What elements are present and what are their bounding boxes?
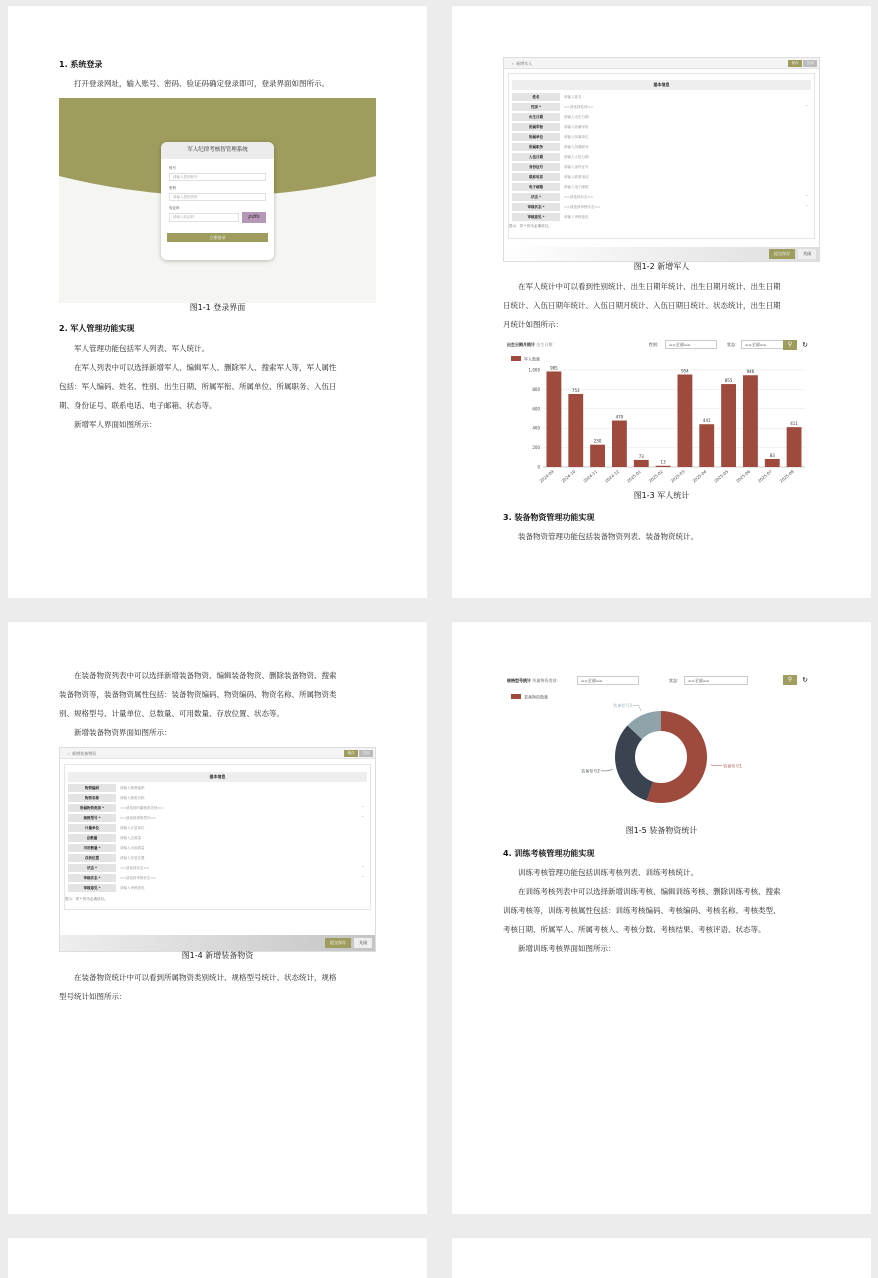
paragraph-line: 型号统计如图所示： xyxy=(59,992,127,1001)
paragraph-line: 期、身份证号、联系电话、电子邮箱、状态等。 xyxy=(59,401,217,410)
form-field-label: 所属物资类别 * xyxy=(68,804,116,812)
login-title: 军人纪律考核智管理系统 xyxy=(161,142,274,159)
legend-swatch xyxy=(511,356,521,361)
paragraph: 军人管理功能包括军人列表、军人统计。 xyxy=(74,344,209,353)
form-field-label: 计量单位 xyxy=(68,824,116,832)
data-label: 441 xyxy=(702,418,711,424)
y-tick-label: 200 xyxy=(532,445,540,451)
form-field-label: 姓名 xyxy=(512,93,560,101)
paragraph-line: 训练考核等，训练考核属性包括：训练考核编码、考核编码、考核名称、考核类型、 xyxy=(503,906,781,915)
paragraph-line: 别、规格型号、计量单位、总数量、可用数量、存放位置、状态等。 xyxy=(59,709,284,718)
form-field-label: 入伍日期 xyxy=(512,153,560,161)
form-input[interactable]: 请输入审核意见 xyxy=(120,886,145,890)
form-field-label: 物资编码 xyxy=(68,784,116,792)
category-filter-label: 所属物资类别： xyxy=(532,678,561,683)
x-tick-label: 2024-11 xyxy=(582,468,599,484)
form-input[interactable]: 请输入电子邮箱 xyxy=(564,185,589,189)
paragraph: 训练考核管理功能包括训练考核列表、训练考核统计。 xyxy=(518,868,698,877)
soldier-stat-screenshot xyxy=(503,339,820,489)
form-select[interactable]: ==请选择性别== ⌄ xyxy=(564,103,812,111)
y-tick-label: 600 xyxy=(532,406,540,412)
form-row xyxy=(68,863,368,873)
section-title-soldier: 2. 军人管理功能实现 xyxy=(59,324,135,333)
form-select[interactable]: ==请选择状态== ⌄ xyxy=(564,193,812,201)
y-tick-label: 400 xyxy=(532,425,540,431)
y-tick-label: 0 xyxy=(537,464,540,470)
account-input[interactable]: 请输入您的账号 xyxy=(169,173,266,181)
back-icon[interactable]: ‹ xyxy=(68,751,70,756)
form-row xyxy=(512,162,812,172)
form-row xyxy=(68,853,368,863)
y-tick-label: 1,000 xyxy=(528,367,540,373)
form-field-label: 性别 * xyxy=(512,103,560,111)
section-header: 基本信息 xyxy=(68,772,367,782)
form-note: 提示：带 * 的为必填项目。 xyxy=(65,897,108,901)
form-select[interactable]: ==请选择所属物资类别== ⌄ xyxy=(120,804,368,812)
form-row xyxy=(512,112,812,122)
form-input[interactable]: 请输入总数量 xyxy=(120,836,141,840)
form-field-label: 所属单位 xyxy=(512,133,560,141)
data-label: 411 xyxy=(790,421,798,427)
section-title-login: 1. 系统登录 xyxy=(59,60,103,69)
chart-toolbar-title-text: 规格型号统计 xyxy=(507,678,531,683)
form-row xyxy=(512,102,812,112)
x-tick-label: 2024-10 xyxy=(560,468,577,484)
bar xyxy=(634,460,649,467)
form-field-label: 状态 * xyxy=(512,193,560,201)
form-select[interactable]: ==请选择状态== ⌄ xyxy=(120,864,368,872)
section-header: 基本信息 xyxy=(512,80,811,90)
data-label: 83 xyxy=(769,452,775,458)
breadcrumb xyxy=(60,748,375,759)
document-page-5 xyxy=(8,1238,427,1278)
save-button[interactable]: 保存 xyxy=(788,60,802,67)
label-leader-line xyxy=(710,765,722,766)
x-tick-label: 2025-08 xyxy=(778,468,795,484)
form-field-label: 审核意见 * xyxy=(68,884,116,892)
bar xyxy=(765,459,780,467)
paragraph-line: 在装备物资统计中可以看到所属物资类别统计、规格型号统计、状态统计，规格 xyxy=(74,973,337,982)
account-label: 账号 xyxy=(169,166,176,170)
paragraph-line: 在装备物资列表中可以选择新增装备物资、编辑装备物资、删除装备物资、搜索 xyxy=(74,671,337,680)
form-row xyxy=(512,152,812,162)
form-select[interactable]: ==请选择审核状态== ⌄ xyxy=(564,203,812,211)
donut-slice xyxy=(615,726,653,801)
paragraph-line: 包括：军人编码、姓名、性别、出生日期、所属军衔、所属单位、所属职务、入伍日 xyxy=(59,382,337,391)
bar xyxy=(787,427,802,467)
close-button[interactable]: 关闭 xyxy=(359,750,373,757)
data-label: 985 xyxy=(550,365,558,371)
captcha-label: 验证码 xyxy=(169,206,180,210)
form-row xyxy=(68,823,368,833)
x-tick-label: 2025-06 xyxy=(735,468,752,484)
form-input[interactable]: 请输入出生日期 xyxy=(564,115,589,119)
status-filter-select[interactable]: ==全部== xyxy=(684,676,748,685)
captcha-input[interactable]: 请输入验证码 xyxy=(169,213,239,222)
x-tick-label: 2025-03 xyxy=(669,468,686,484)
data-label: 479 xyxy=(615,414,624,420)
label-leader-line xyxy=(633,706,641,712)
bar xyxy=(568,394,583,467)
paragraph: 打开登录网址，输入账号、密码、验证码确定登录即可，登录界面如图所示。 xyxy=(74,79,329,88)
document-page-2 xyxy=(452,6,871,598)
form-row xyxy=(512,172,812,182)
search-icon[interactable]: ⚲ xyxy=(783,340,797,350)
figure-caption: 图1-5 装备物资统计 xyxy=(625,826,698,835)
form-row xyxy=(512,182,812,192)
form-field-label: 所属军衔 xyxy=(512,123,560,131)
x-tick-label: 2025-01 xyxy=(625,468,642,484)
password-input[interactable]: 请输入您的密码 xyxy=(169,193,266,201)
data-label: 954 xyxy=(681,368,689,374)
form-select[interactable]: ==请选择规格型号== ⌄ xyxy=(120,814,368,822)
save-button[interactable]: 保存 xyxy=(344,750,358,757)
x-tick-label: 2025-05 xyxy=(713,468,730,484)
refresh-icon[interactable]: ↻ xyxy=(802,341,808,349)
form-field-label: 出生日期 xyxy=(512,113,560,121)
form-input[interactable]: 请输入审核意见 xyxy=(564,215,589,219)
bar xyxy=(656,466,671,467)
legend-label: 军人数量 xyxy=(524,356,540,362)
breadcrumb-text: 新增装备物资 xyxy=(72,751,97,756)
slice-label: 装备型号3 xyxy=(613,703,632,709)
bar xyxy=(590,445,605,467)
status-filter-label: 状态： xyxy=(669,678,681,683)
status-filter-label: 状态： xyxy=(727,342,739,347)
chart-toolbar-title xyxy=(507,342,556,348)
form-field-label: 规格型号 * xyxy=(68,814,116,822)
form-row xyxy=(512,142,812,152)
x-tick-label: 2025-07 xyxy=(756,468,773,484)
soldier-bar-chart xyxy=(503,353,820,493)
form-field-label: 物资名称 xyxy=(68,794,116,802)
data-label: 753 xyxy=(571,387,580,393)
form-field-label: 状态 * xyxy=(68,864,116,872)
paragraph-line: 新增装备物资界面如图所示： xyxy=(74,728,172,737)
form-input[interactable]: 请输入身份证号 xyxy=(564,165,589,169)
form-row xyxy=(512,202,812,212)
cancel-button[interactable]: 关闭 xyxy=(354,938,372,948)
form-field-label: 所属职务 xyxy=(512,143,560,151)
paragraph: 新增训练考核界面如图所示： xyxy=(518,944,616,953)
form-row xyxy=(512,212,812,222)
form-field-label: 审核意见 * xyxy=(512,213,560,221)
form-input[interactable]: 请输入物资名称 xyxy=(120,796,145,800)
form-row xyxy=(512,132,812,142)
status-filter-select[interactable]: ==全部== xyxy=(741,340,793,349)
form-note: 提示：带 * 的为必填项目。 xyxy=(509,224,552,228)
gender-filter-select[interactable]: ==全部== xyxy=(665,340,717,349)
slice-label: 装备型号1 xyxy=(723,763,742,769)
bar xyxy=(546,371,561,467)
label-leader-line xyxy=(601,769,613,770)
figure-caption: 图1-2 新增军人 xyxy=(633,262,690,271)
figure-caption: 图1-1 登录界面 xyxy=(189,303,246,312)
paragraph-line: 考核日期、所属军人、所属考核人、考核分数、考核结果、考核评语、状态等。 xyxy=(503,925,766,934)
slice-label: 装备型号2 xyxy=(581,768,600,774)
bar xyxy=(721,384,736,467)
form-input[interactable]: 请输入所属军衔 xyxy=(564,125,589,129)
bar xyxy=(677,374,692,467)
form-row xyxy=(512,92,812,102)
form-row xyxy=(68,793,368,803)
form-row xyxy=(68,783,368,793)
paragraph-line: 日统计、入伍日期年统计、入伍日期月统计、入伍日期日统计、状态统计，出生日期 xyxy=(503,301,781,310)
form-row xyxy=(68,883,368,893)
document-page-3 xyxy=(8,622,427,1214)
form-field-label: 审核状态 * xyxy=(68,874,116,882)
chart-toolbar-hint: 出生日期： xyxy=(536,342,557,347)
paragraph-line: 月统计如图所示： xyxy=(503,320,563,329)
form-field-label: 联系电话 xyxy=(512,173,560,181)
cancel-button[interactable]: 关闭 xyxy=(798,249,816,259)
data-label: 855 xyxy=(724,378,733,384)
paragraph: 新增军人界面如图所示： xyxy=(74,420,157,429)
submit-button[interactable]: 提交保存 xyxy=(769,249,795,259)
chart-toolbar-title xyxy=(507,678,560,684)
form-row xyxy=(512,192,812,202)
bar xyxy=(699,424,714,467)
gender-filter-label: 性别： xyxy=(649,342,661,347)
form-input[interactable]: 请输入所属单位 xyxy=(564,135,589,139)
x-tick-label: 2024-09 xyxy=(538,468,555,484)
form-row xyxy=(512,122,812,132)
form-input[interactable]: 请输入姓名 xyxy=(564,95,582,99)
figure-caption: 图1-4 新增装备物资 xyxy=(181,951,254,960)
form-row xyxy=(68,813,368,823)
add-equipment-screenshot xyxy=(59,747,376,952)
paragraph: 装备物资管理功能包括装备物资列表、装备物资统计。 xyxy=(518,532,698,541)
form-row xyxy=(68,843,368,853)
password-label: 密码 xyxy=(169,186,176,190)
refresh-icon[interactable]: ↻ xyxy=(802,676,808,684)
data-label: 73 xyxy=(638,453,644,459)
form-input[interactable]: 请输入计量单位 xyxy=(120,826,145,830)
document-page-6 xyxy=(452,1238,871,1278)
form-field-label: 存放位置 xyxy=(68,854,116,862)
figure-caption: 图1-3 军人统计 xyxy=(633,491,690,500)
document-page-1 xyxy=(8,6,427,598)
form-input[interactable]: 请输入所属职务 xyxy=(564,145,589,149)
add-soldier-screenshot xyxy=(503,57,820,262)
login-screenshot xyxy=(59,98,376,303)
form-row xyxy=(68,833,368,843)
captcha-image[interactable]: pdfo xyxy=(242,212,266,223)
bar xyxy=(743,375,758,467)
submit-button[interactable]: 提交保存 xyxy=(325,938,351,948)
paragraph-line: 在训练考核列表中可以选择新增训练考核、编辑训练考核、删除训练考核、搜索 xyxy=(518,887,781,896)
form-field-label: 身份证号 xyxy=(512,163,560,171)
form-input[interactable]: 请输入入伍日期 xyxy=(564,155,589,159)
equipment-stat-screenshot xyxy=(503,671,820,821)
form-field-label: 可用数量 * xyxy=(68,844,116,852)
login-card xyxy=(161,142,274,260)
form-input[interactable]: 请输入可用数量 xyxy=(120,846,145,850)
x-tick-label: 2025-04 xyxy=(691,468,708,484)
form-input[interactable]: 请输入存放位置 xyxy=(120,856,145,860)
paragraph-line: 在军人统计中可以看到性别统计、出生日期年统计、出生日期月统计、出生日期 xyxy=(518,282,781,291)
breadcrumb-text: 新增军人 xyxy=(516,61,533,66)
category-filter-select[interactable]: ==全部== xyxy=(577,676,639,685)
form-field-label: 总数量 xyxy=(68,834,116,842)
equipment-donut-chart xyxy=(503,687,820,822)
data-label: 13 xyxy=(660,459,666,465)
legend-label: 装备物资数量 xyxy=(524,694,548,700)
close-button[interactable]: 关闭 xyxy=(803,60,817,67)
section-title-training: 4. 训练考核管理功能实现 xyxy=(503,849,595,858)
form-input[interactable]: 请输入物资编码 xyxy=(120,786,145,790)
x-tick-label: 2024-12 xyxy=(604,468,621,484)
breadcrumb xyxy=(504,58,819,69)
section-title-equipment: 3. 装备物资管理功能实现 xyxy=(503,513,595,522)
form-field-label: 电子邮箱 xyxy=(512,183,560,191)
y-tick-label: 800 xyxy=(532,386,540,392)
search-icon[interactable]: ⚲ xyxy=(783,675,797,685)
form-row xyxy=(68,803,368,813)
data-label: 946 xyxy=(746,369,755,375)
back-icon[interactable]: ‹ xyxy=(512,61,514,66)
paragraph-line: 在军人列表中可以选择新增军人、编辑军人、删除军人、搜索军人等，军人属性 xyxy=(74,363,337,372)
login-button[interactable]: 立即登录 xyxy=(167,233,268,242)
data-label: 230 xyxy=(593,438,602,444)
chart-toolbar-title-text: 出生日期月统计 xyxy=(507,342,535,347)
legend-swatch xyxy=(511,694,521,699)
form-row xyxy=(68,873,368,883)
x-tick-label: 2025-02 xyxy=(647,468,664,484)
paragraph-line: 装备物资等，装备物资属性包括：装备物资编码、物资编码、物资名称、所属物资类 xyxy=(59,690,337,699)
form-input[interactable]: 请输入联系电话 xyxy=(564,175,589,179)
document-page-4 xyxy=(452,622,871,1214)
form-select[interactable]: ==请选择审核状态== ⌄ xyxy=(120,874,368,882)
form-field-label: 审核状态 * xyxy=(512,203,560,211)
bar xyxy=(612,421,627,467)
